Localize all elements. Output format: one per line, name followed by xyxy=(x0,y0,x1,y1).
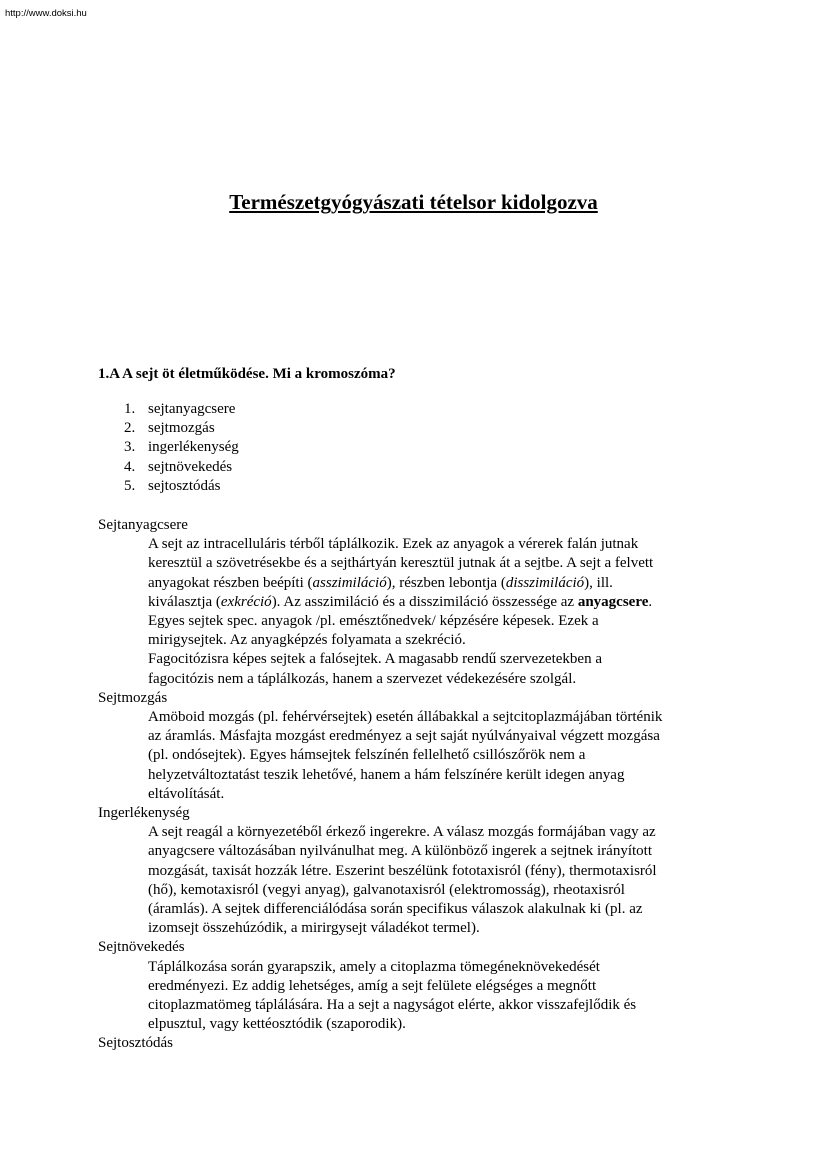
paragraph-sejtnovekedes xyxy=(148,958,728,1035)
subheading-sejtnovekedes: Sejtnövekedés xyxy=(98,939,185,956)
list-number: 4. xyxy=(124,458,136,475)
text-line: Egyes sejtek spec. anyagok /pl. emésztőnedvek/ képzésére képesek. Ezek a xyxy=(148,613,599,630)
text-line: A sejt az intracelluláris térből táplálkozik. Ezek az anyagok a vérerek falán jutnak xyxy=(148,536,639,553)
text-line: kiválasztja (exkréció). Az asszimiláció és a disszimiláció összessége az anyagcsere. xyxy=(148,593,653,610)
section-heading: 1.A A sejt öt életműködése. Mi a kromoszóma? xyxy=(98,366,396,382)
list-number: 3. xyxy=(124,439,136,456)
subheading-sejtanyagcsere: Sejtanyagcsere xyxy=(98,517,188,533)
text-line: eltávolítását. xyxy=(148,785,225,802)
text-line: (áramlás). A sejtek differenciálódása során specifikus válaszok alakulnak ki (pl. az xyxy=(148,901,643,918)
subheading-sejtmozgas: Sejtmozgás xyxy=(98,689,168,706)
text-line: mirigysejtek. Az anyagképzés folyamata a szekréció. xyxy=(148,632,466,649)
list-item xyxy=(98,419,239,438)
paragraph-sejtmozgas xyxy=(148,708,728,804)
list-item xyxy=(98,400,239,419)
subheading-ingerlekenyseg: Ingerlékenység xyxy=(98,805,190,822)
document-body xyxy=(98,516,738,1054)
text-line: helyzetváltoztatást teszik lehetővé, hanem a hám felszínére került idegen anyag xyxy=(148,766,625,783)
text-line: Fagocitózisra képes sejtek a falósejtek. A magasabb rendű szervezetekben a xyxy=(148,651,602,668)
cell-functions-list xyxy=(98,400,239,496)
text-line: citoplazmatömeg táplálására. Ha a sejt a nagyságot elérte, akkor visszafejlődik és xyxy=(148,997,637,1014)
source-url-link[interactable]: http://www.doksi.hu xyxy=(5,8,87,19)
term-anyagcsere: anyagcsere xyxy=(577,593,649,610)
text-line: Amöboid mozgás (pl. fehérvérsejtek) esetén állábakkal a sejtcitoplazmájában történik xyxy=(148,709,663,726)
paragraph-ingerlekenyseg xyxy=(148,823,728,938)
list-number: 1. xyxy=(124,401,136,417)
list-item xyxy=(98,477,239,496)
term-exkrecio: exkréció xyxy=(220,593,272,610)
text-line: A sejt reagál a környezetéből érkező ingerekre. A válasz mozgás formájában vagy az xyxy=(148,824,656,841)
list-number: 2. xyxy=(124,420,136,437)
list-item xyxy=(98,458,239,477)
text-line: (hő), kemotaxisról (vegyi anyag), galvanotaxisról (elektromosság), rheotaxisról xyxy=(148,881,625,898)
list-item-text: sejtosztódás xyxy=(148,477,221,494)
list-item-text: ingerlékenység xyxy=(148,439,239,456)
text-line: Táplálkozása során gyarapszik, amely a citoplazma tömegéneknövekedését xyxy=(148,958,600,975)
paragraph-sejtanyagcsere xyxy=(148,535,728,689)
list-item-text: sejtanyagcsere xyxy=(148,401,236,417)
text-line: izomsejt összehúzódik, a mirirgysejt váladékot termel). xyxy=(148,920,480,937)
text-line: anyagcsere változásában nyilvánulhat meg. A különböző ingerek a sejtnek irányított xyxy=(148,843,653,860)
text-line: keresztül a szövetrésekbe és a sejthártyán keresztül jutnak át a sejtbe. A sejt a felvett xyxy=(148,555,654,572)
list-item-text: sejtnövekedés xyxy=(148,458,233,475)
text-line: elpusztul, vagy kettéosztódik (szaporodik). xyxy=(148,1016,406,1033)
list-number: 5. xyxy=(124,477,136,494)
text-line: eredményezi. Ez addig lehetséges, amíg a sejt felülete elégséges a megnőtt xyxy=(148,977,597,994)
list-item xyxy=(98,438,239,457)
list-item-text: sejtmozgás xyxy=(148,420,215,437)
document-title: Természetgyógyászati tételsor kidolgozva xyxy=(229,190,598,214)
text-line: (pl. ondósejtek). Egyes hámsejtek felszínén fellelhető csillószőrök nem a xyxy=(148,747,586,764)
text-line: fagocitózis nem a táplálkozás, hanem a szervezet védekezésére szolgál. xyxy=(148,670,577,687)
term-disszimilacio: disszimiláció xyxy=(505,574,585,591)
subheading-sejtosztodas: Sejtosztódás xyxy=(98,1035,173,1052)
text-line: az áramlás. Másfajta mozgást eredményez a sejt saját nyúlványaival végzett mozgása xyxy=(148,728,660,745)
text-line: anyagokat részben beépíti (asszimiláció), részben lebontja (disszimiláció), ill. xyxy=(148,574,613,591)
text-line: mozgását, taxisát hozzák létre. Eszerint beszélünk fototaxisról (fény), thermotaxisról xyxy=(148,862,657,879)
term-asszimilacio: asszimiláció xyxy=(312,574,387,591)
